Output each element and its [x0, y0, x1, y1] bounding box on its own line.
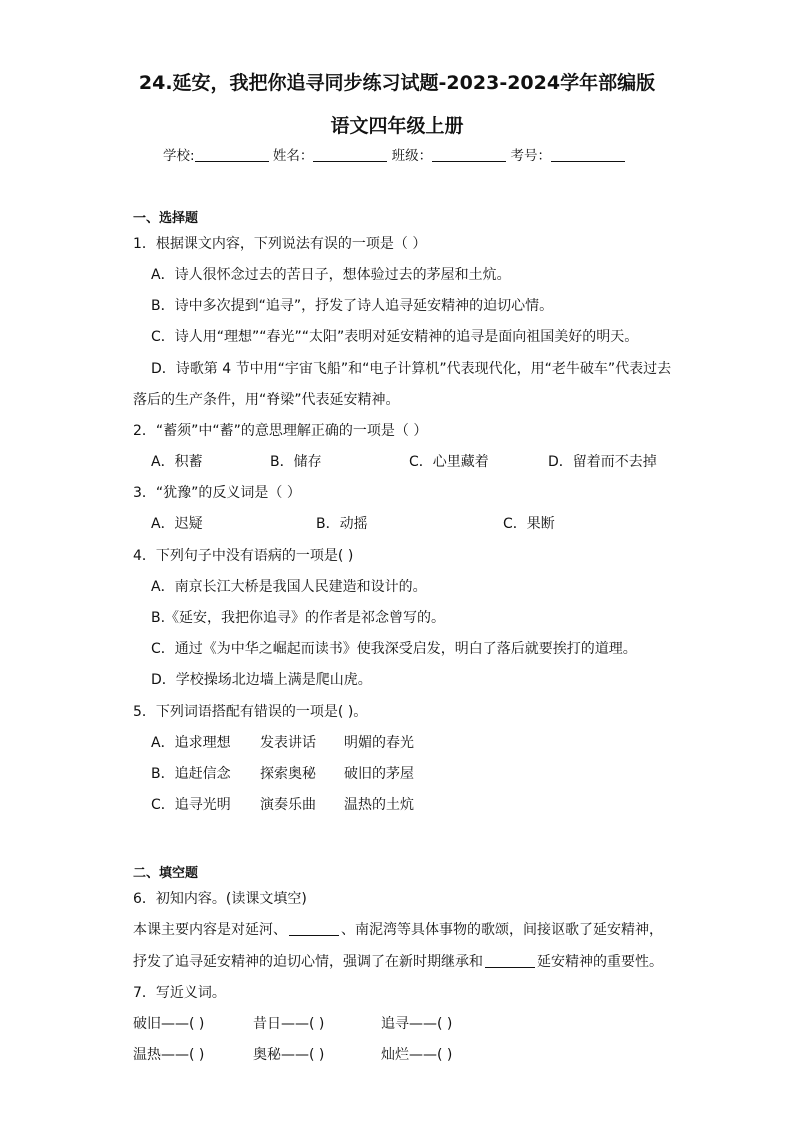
q4-option-a[interactable]: A．南京长江大桥是我国人民建造和设计的。 — [151, 579, 427, 595]
q6-stem: 6．初知内容。(读课文填空) — [133, 891, 307, 907]
q3-option-c[interactable]: C．果断 — [503, 516, 555, 532]
q5-c-word3: 温热的土炕 — [344, 797, 414, 813]
q1-option-d-cont: 落后的生产条件，用“脊梁”代表延安精神。 — [133, 392, 400, 408]
q2-option-a[interactable]: A．积蓄 — [151, 454, 203, 470]
q5-a-word3: 明媚的春光 — [344, 735, 414, 751]
school-label: 学校: — [163, 148, 195, 164]
doc-title-line2: 语文四年级上册 — [330, 115, 464, 137]
q7-item-4[interactable]: 温热——( ) — [133, 1047, 205, 1063]
q5-a-word2: 发表讲话 — [260, 735, 316, 751]
name-label: 姓名： — [272, 148, 314, 164]
q6-text-1a: 本课主要内容是对延河、 — [133, 922, 287, 938]
q5-a-word1: A．追求理想 — [151, 735, 231, 751]
class-field[interactable] — [432, 148, 506, 162]
q5-b-word3: 破旧的茅屋 — [344, 766, 414, 782]
q3-option-a[interactable]: A．迟疑 — [151, 516, 203, 532]
q4-option-b[interactable]: B.《延安，我把你追寻》的作者是祁念曾写的。 — [151, 610, 446, 626]
exam-no-label: 考号： — [510, 148, 551, 164]
q6-paragraph-line1 — [133, 919, 663, 939]
q6-text-1b: 、南泥湾等具体事物的歌颂，间接讴歌了延安精神， — [341, 922, 663, 938]
q3-stem: 3．“犹豫”的反义词是（ ） — [133, 485, 301, 501]
q1-stem: 1．根据课文内容，下列说法有误的一项是（ ） — [133, 236, 427, 252]
q5-stem: 5．下列词语搭配有错误的一项是( )。 — [133, 704, 368, 720]
q6-text-2a: 抒发了追寻延安精神的迫切心情，强调了在新时期继承和 — [133, 954, 483, 970]
q1-option-c[interactable]: C．诗人用“理想”“春光”“太阳”表明对延安精神的追寻是面向祖国美好的明天。 — [151, 329, 639, 345]
q7-item-6[interactable]: 灿烂——( ) — [381, 1047, 453, 1063]
student-info-line — [163, 144, 625, 164]
school-field[interactable] — [195, 148, 269, 162]
q5-c-word2: 演奏乐曲 — [260, 797, 316, 813]
section-heading-choice: 一、选择题 — [133, 211, 199, 226]
q3-option-b[interactable]: B．动摇 — [316, 516, 368, 532]
doc-title-line1: 24.延安，我把你追寻同步练习试题-2023-2024学年部编版 — [138, 72, 656, 94]
q4-option-c[interactable]: C．通过《为中华之崛起而读书》使我深受启发，明白了落后就要挨打的道理。 — [151, 641, 637, 657]
q6-text-2b: 延安精神的重要性。 — [537, 954, 663, 970]
q1-option-a[interactable]: A．诗人很怀念过去的苦日子，想体验过去的茅屋和土炕。 — [151, 267, 511, 283]
q1-option-b[interactable]: B．诗中多次提到“追寻”，抒发了诗人追寻延安精神的迫切心情。 — [151, 298, 554, 314]
q1-option-d[interactable]: D．诗歌第 4 节中用“宇宙飞船”和“电子计算机”代表现代化，用“老牛破车”代表过去 — [151, 361, 672, 377]
q7-item-1[interactable]: 破旧——( ) — [133, 1016, 205, 1032]
q7-item-2[interactable]: 昔日——( ) — [253, 1016, 325, 1032]
q7-stem: 7．写近义词。 — [133, 985, 226, 1001]
name-field[interactable] — [313, 148, 387, 162]
class-label: 班级： — [391, 148, 433, 164]
section-heading-fill: 二、填空题 — [133, 866, 199, 881]
q7-item-5[interactable]: 奥秘——( ) — [253, 1047, 325, 1063]
q4-stem: 4．下列句子中没有语病的一项是( ) — [133, 548, 354, 564]
q2-option-c[interactable]: C．心里藏着 — [409, 454, 489, 470]
q2-option-b[interactable]: B．储存 — [270, 454, 322, 470]
exam-no-field[interactable] — [551, 148, 625, 162]
q7-item-3[interactable]: 追寻——( ) — [381, 1016, 453, 1032]
q4-option-d[interactable]: D．学校操场北边墙上满是爬山虎。 — [151, 672, 372, 688]
q2-stem: 2．“蓄须”中“蓄”的意思理解正确的一项是（ ） — [133, 423, 428, 439]
q5-b-word2: 探索奥秘 — [260, 766, 316, 782]
q5-c-word1: C．追寻光明 — [151, 797, 231, 813]
q6-blank-2[interactable] — [485, 955, 535, 968]
q6-blank-1[interactable] — [289, 923, 339, 936]
q6-paragraph-line2 — [133, 951, 663, 971]
q5-b-word1: B．追赶信念 — [151, 766, 231, 782]
q2-option-d[interactable]: D．留着而不去掉 — [548, 454, 657, 470]
